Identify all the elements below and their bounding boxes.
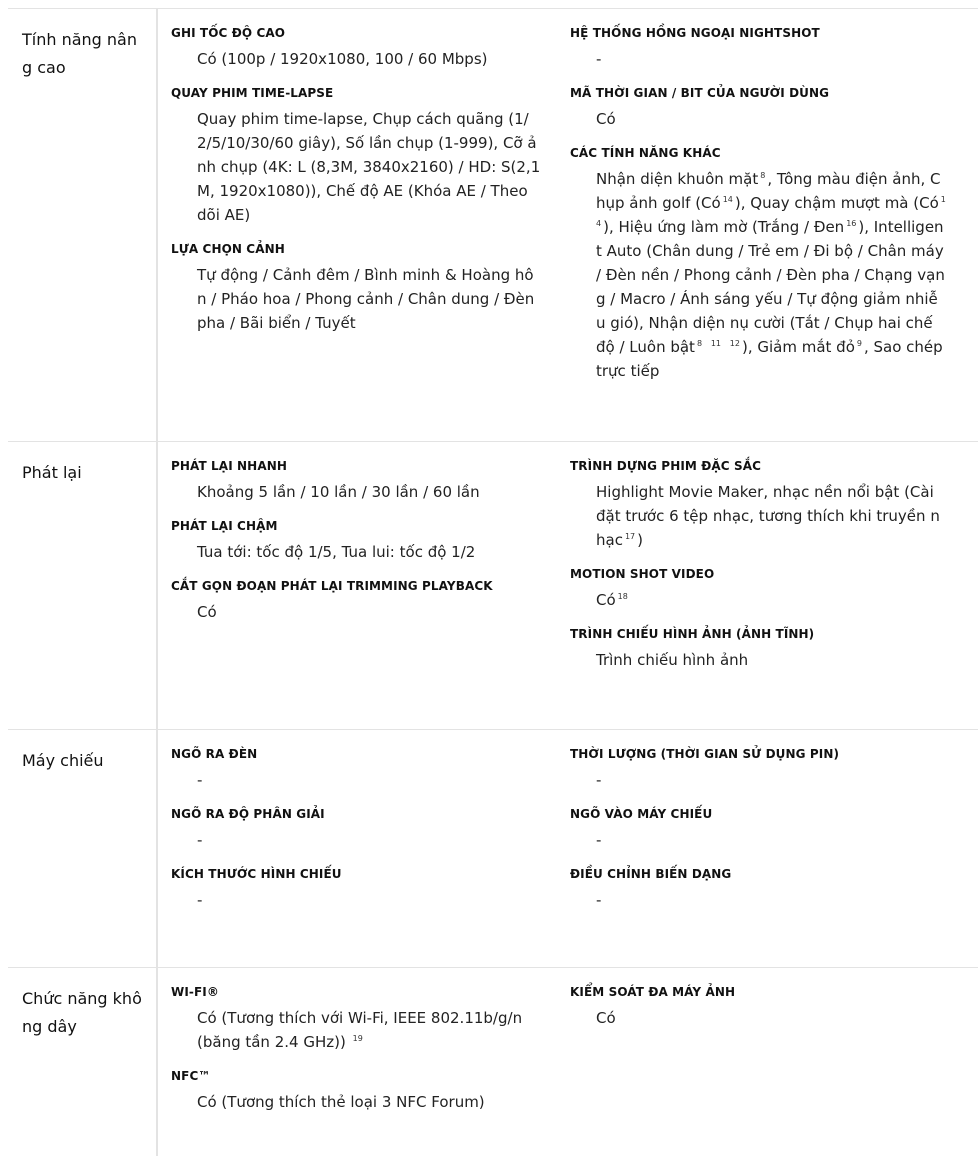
spec-title: QUAY PHIM TIME-LAPSE xyxy=(171,86,334,100)
footnote-ref[interactable]: 8 xyxy=(696,339,703,348)
spec-title: NGÕ RA ĐỘ PHÂN GIẢI xyxy=(171,807,325,821)
value-text: ) xyxy=(637,531,643,549)
spec-trimming-playback xyxy=(171,576,541,624)
section-label: Tính năng nâng cao xyxy=(22,30,137,77)
spec-title: MÃ THỜI GIAN / BIT CỦA NGƯỜI DÙNG xyxy=(570,86,830,100)
value-text: ), Intelligent Auto (Chân dung / Trẻ em / Đi bộ / Chân máy / Đèn nền / Phong cảnh / Đèn pha / Chạng vạng / Macro / Ánh sáng yếu / Tự động giảm nhiễu gió), Nhận diện nụ cười (Tắt / Chụp hai chế độ / Luôn bật xyxy=(596,218,945,356)
spec-battery-duration xyxy=(570,744,946,792)
footnote-ref[interactable]: 11 xyxy=(710,339,721,348)
spec-fast-playback xyxy=(171,456,541,504)
spec-value: Có (100p / 1920x1080, 100 / 60 Mbps) xyxy=(197,50,488,68)
value-text: ), Giảm mắt đỏ xyxy=(741,338,855,356)
section-label: Phát lại xyxy=(22,463,82,482)
section-label: Chức năng không dây xyxy=(22,989,142,1036)
spec-column-left xyxy=(171,982,541,1126)
spec-value: Có xyxy=(197,603,217,621)
value-text: Có xyxy=(596,591,616,609)
section-wireless xyxy=(8,968,978,1156)
spec-keystone-correction xyxy=(570,864,946,912)
footnote-ref[interactable]: 16 xyxy=(846,219,857,228)
spec-title: PHÁT LẠI NHANH xyxy=(171,459,287,473)
spec-projector-input xyxy=(570,804,946,852)
spec-title: NGÕ VÀO MÁY CHIẾU xyxy=(570,807,713,821)
spec-value: Có xyxy=(596,1009,616,1027)
footnote-ref[interactable]: 14 xyxy=(722,195,733,204)
spec-value xyxy=(197,1006,541,1054)
spec-title: ĐIỀU CHỈNH BIẾN DẠNG xyxy=(570,867,732,881)
spec-scene-selection xyxy=(171,239,541,335)
footnote-ref[interactable]: 14 xyxy=(596,195,946,228)
spec-slow-playback xyxy=(171,516,541,564)
spec-title: TRÌNH DỰNG PHIM ĐẶC SẮC xyxy=(570,459,761,473)
spec-value: - xyxy=(596,50,602,68)
value-text: , Tông màu điện ảnh, Chụp ảnh golf (Có xyxy=(596,170,941,212)
value-text: ), Quay chậm mượt mà (Có xyxy=(734,194,939,212)
spec-value: Có (Tương thích thẻ loại 3 NFC Forum) xyxy=(197,1093,485,1111)
spec-projection-size xyxy=(171,864,541,912)
spec-value: - xyxy=(596,831,602,849)
spec-column-left xyxy=(171,23,541,347)
spec-other-features xyxy=(570,143,946,383)
footnote-ref[interactable]: 17 xyxy=(624,532,636,541)
section-projector xyxy=(8,730,978,968)
spec-timecode xyxy=(570,83,946,131)
footnote-ref[interactable]: 12 xyxy=(729,339,740,348)
column-divider xyxy=(156,9,158,441)
spec-value xyxy=(596,167,946,383)
spec-wifi xyxy=(171,982,541,1054)
spec-light-output xyxy=(171,744,541,792)
spec-value: - xyxy=(197,771,203,789)
spec-title: TRÌNH CHIẾU HÌNH ẢNH (ẢNH TĨNH) xyxy=(570,627,815,641)
spec-column-right xyxy=(570,744,946,924)
spec-column-left xyxy=(171,456,541,636)
spec-value: - xyxy=(596,771,602,789)
spec-high-speed-recording xyxy=(171,23,541,71)
spec-title: HỆ THỐNG HỒNG NGOẠI NIGHTSHOT xyxy=(570,26,820,40)
spec-title: WI-FI® xyxy=(171,985,219,999)
spec-column-right xyxy=(570,23,946,395)
value-text: , Sao chép trực tiếp xyxy=(596,338,943,380)
footnote-ref[interactable]: 18 xyxy=(617,592,628,601)
spec-value xyxy=(596,588,946,612)
section-advanced-features xyxy=(8,9,978,442)
spec-value: - xyxy=(197,831,203,849)
footnote-ref[interactable]: 9 xyxy=(856,339,862,348)
spec-title: PHÁT LẠI CHẬM xyxy=(171,519,278,533)
spec-motion-shot-video xyxy=(570,564,946,612)
column-divider xyxy=(156,442,158,729)
spec-title: GHI TỐC ĐỘ CAO xyxy=(171,26,286,40)
spec-title: MOTION SHOT VIDEO xyxy=(570,567,715,581)
spec-value: - xyxy=(197,891,203,909)
spec-multi-camera-control xyxy=(570,982,946,1030)
column-divider xyxy=(156,968,158,1156)
spec-table xyxy=(8,8,978,1155)
spec-value: Tua tới: tốc độ 1/5, Tua lui: tốc độ 1/2 xyxy=(197,543,476,561)
section-label: Máy chiếu xyxy=(22,751,104,770)
spec-value: Trình chiếu hình ảnh xyxy=(596,651,749,669)
spec-title: NGÕ RA ĐÈN xyxy=(171,747,258,761)
spec-value xyxy=(596,480,946,552)
footnote-ref[interactable]: 8 xyxy=(760,171,766,180)
value-text: ), Hiệu ứng làm mờ (Trắng / Đen xyxy=(603,218,845,236)
column-divider xyxy=(156,730,158,967)
spec-value: Có xyxy=(596,110,616,128)
spec-title: CẮT GỌN ĐOẠN PHÁT LẠI TRIMMING PLAYBACK xyxy=(171,579,493,593)
spec-value: Khoảng 5 lần / 10 lần / 30 lần / 60 lần xyxy=(197,483,480,501)
spec-title: CÁC TÍNH NĂNG KHÁC xyxy=(570,146,721,160)
spec-slideshow xyxy=(570,624,946,672)
spec-title: LỰA CHỌN CẢNH xyxy=(171,242,285,256)
spec-title: NFC™ xyxy=(171,1069,211,1083)
spec-nightshot xyxy=(570,23,946,71)
spec-title: KIỂM SOÁT ĐA MÁY ẢNH xyxy=(570,985,736,999)
spec-column-right xyxy=(570,456,946,684)
section-playback xyxy=(8,442,978,730)
footnote-ref[interactable]: 19 xyxy=(352,1034,363,1043)
spec-value: - xyxy=(596,891,602,909)
spec-title: KÍCH THƯỚC HÌNH CHIẾU xyxy=(171,867,342,881)
spec-value: Tự động / Cảnh đêm / Bình minh & Hoàng hôn / Pháo hoa / Phong cảnh / Chân dung / Đèn pha / Bãi biển / Tuyết xyxy=(197,266,535,332)
spec-value: Quay phim time-lapse, Chụp cách quãng (1/2/5/10/30/60 giây), Số lần chụp (1-999), Cỡ ảnh chụp (4K: L (8,3M, 3840x2160) / HD: S(2,1M, 1920x1080)), Chế độ AE (Khóa AE / Theo dõi AE) xyxy=(197,110,541,224)
spec-output-resolution xyxy=(171,804,541,852)
spec-nfc xyxy=(171,1066,541,1114)
spec-column-right xyxy=(570,982,946,1042)
value-text: Có (Tương thích với Wi-Fi, IEEE 802.11b/g/n (băng tần 2.4 GHz)) xyxy=(197,1009,523,1051)
spec-highlight-movie-maker xyxy=(570,456,946,552)
spec-title: THỜI LƯỢNG (THỜI GIAN SỬ DỤNG PIN) xyxy=(570,747,840,761)
spec-column-left xyxy=(171,744,541,924)
value-text: Highlight Movie Maker, nhạc nền nổi bật (Cài đặt trước 6 tệp nhạc, tương thích khi truyền nhạc xyxy=(596,483,940,549)
spec-time-lapse xyxy=(171,83,541,227)
value-text: Nhận diện khuôn mặt xyxy=(596,170,759,188)
